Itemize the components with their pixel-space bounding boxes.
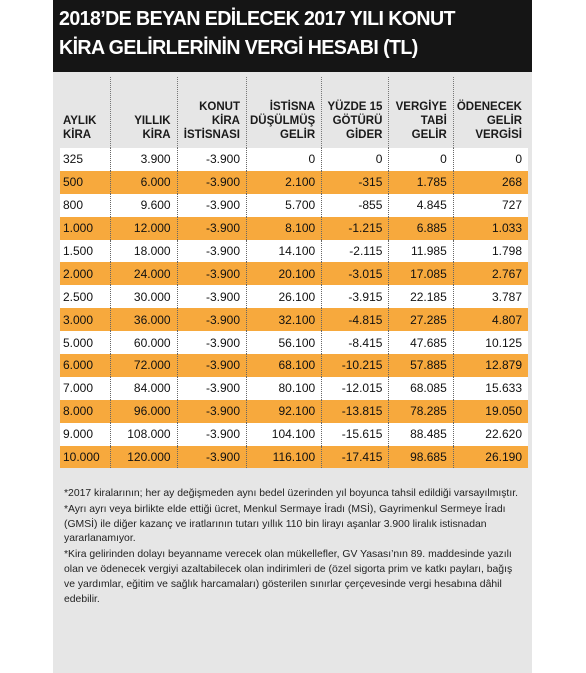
table-cell: 6.000 [60, 354, 110, 377]
table-cell: 72.000 [110, 354, 177, 377]
table-cell: -3.900 [177, 285, 246, 308]
column-header-line: KONUT [199, 101, 240, 113]
column-header [389, 77, 453, 148]
table-cell: 0 [389, 148, 453, 171]
table-cell: 800 [60, 194, 110, 217]
table-cell: 1.500 [60, 240, 110, 263]
footnote: *2017 kiralarının; her ay değişmeden aynı bedel üzerinden yıl boyunca tahsil edildiği varsayılmıştır. [64, 488, 518, 499]
table-cell: 8.000 [60, 400, 110, 423]
column-header-line: GİDER [346, 129, 383, 141]
table-cell: -15.615 [322, 423, 389, 446]
table-row [60, 377, 528, 400]
table-cell: 26.190 [453, 446, 528, 469]
table-cell: 0 [322, 148, 389, 171]
table-row [60, 194, 528, 217]
table-cell: 68.100 [247, 354, 322, 377]
table-cell: 18.000 [110, 240, 177, 263]
column-header [322, 77, 389, 148]
table-cell: -3.900 [177, 194, 246, 217]
table-cell: 120.000 [110, 446, 177, 469]
table-cell: 7.000 [60, 377, 110, 400]
rental-tax-table [60, 77, 528, 468]
column-header-line: KİRA [142, 129, 171, 141]
column-header-line: GELİR [280, 129, 316, 141]
table-header [60, 77, 528, 148]
table-cell: 92.100 [247, 400, 322, 423]
table-cell: -17.415 [322, 446, 389, 469]
table-cell: 3.787 [453, 285, 528, 308]
table-cell: -3.900 [177, 148, 246, 171]
table-cell: -3.900 [177, 240, 246, 263]
table-cell: 5.000 [60, 331, 110, 354]
table-row [60, 262, 528, 285]
table-cell: 2.500 [60, 285, 110, 308]
column-header-line: DÜŞÜLMÜŞ [250, 115, 316, 127]
table-cell: 27.285 [389, 308, 453, 331]
table-cell: 24.000 [110, 262, 177, 285]
table-cell: -3.900 [177, 423, 246, 446]
table-cell: 22.185 [389, 285, 453, 308]
table-cell: -855 [322, 194, 389, 217]
table-cell: 3.900 [110, 148, 177, 171]
table-cell: -13.815 [322, 400, 389, 423]
column-header [247, 77, 322, 148]
table-cell: 68.085 [389, 377, 453, 400]
table-cell: 11.985 [389, 240, 453, 263]
table-cell: -3.915 [322, 285, 389, 308]
table-cell: -1.215 [322, 217, 389, 240]
table-cell: -8.415 [322, 331, 389, 354]
table-cell: 17.085 [389, 262, 453, 285]
table-cell: -3.900 [177, 400, 246, 423]
table-cell: 2.100 [247, 171, 322, 194]
table-cell: 1.785 [389, 171, 453, 194]
table-cell: 500 [60, 171, 110, 194]
table-cell: 12.879 [453, 354, 528, 377]
table-cell: 30.000 [110, 285, 177, 308]
column-header-line: GELİR [486, 115, 522, 127]
title-line-2: KİRA GELİRLERİNİN VERGİ HESABI (TL) [59, 37, 418, 59]
table-cell: 32.100 [247, 308, 322, 331]
table-cell: 19.050 [453, 400, 528, 423]
table-cell: 8.100 [247, 217, 322, 240]
table-row [60, 308, 528, 331]
header-row [60, 77, 528, 148]
table-cell: 98.685 [389, 446, 453, 469]
title-bar [53, 0, 532, 72]
table-cell: 104.100 [247, 423, 322, 446]
column-header [177, 77, 246, 148]
table-row [60, 148, 528, 171]
table-cell: -3.900 [177, 217, 246, 240]
table-cell: 20.100 [247, 262, 322, 285]
table-cell: -3.900 [177, 308, 246, 331]
table-cell: -12.015 [322, 377, 389, 400]
table-cell: 10.000 [60, 446, 110, 469]
table-cell: -3.900 [177, 171, 246, 194]
column-header-line: YILLIK [134, 115, 171, 127]
table-cell: 80.100 [247, 377, 322, 400]
table-body [60, 148, 528, 468]
table-cell: -4.815 [322, 308, 389, 331]
table-cell: 10.125 [453, 331, 528, 354]
table-cell: -315 [322, 171, 389, 194]
column-header-line: İSTİSNA [269, 101, 316, 113]
table-row [60, 331, 528, 354]
table-cell: 5.700 [247, 194, 322, 217]
table-cell: 268 [453, 171, 528, 194]
column-header [110, 77, 177, 148]
table-cell: 9.600 [110, 194, 177, 217]
table-cell: 78.285 [389, 400, 453, 423]
table-row [60, 285, 528, 308]
column-header-line: YÜZDE 15 [327, 101, 383, 113]
page-title [59, 5, 518, 63]
column-header-line: AYLIK [63, 115, 97, 127]
column-header [453, 77, 528, 148]
column-header-line: TABİ [420, 115, 447, 127]
footnote: *Ayrı ayrı veya birlikte elde ettiği ücret, Menkul Sermaye İradı (MSİ), Gayrimenkul Sermeye İradı (GMSİ) ile diğer kazanç ve iratlarının tutarı yıllık 110 bin lirayı aşanlar 3.900 liralık istisnadan yararlanamıyor. [64, 503, 506, 545]
table-row [60, 171, 528, 194]
table-row [60, 217, 528, 240]
column-header-line: İSTİSNASI [183, 129, 240, 141]
table-cell: 727 [453, 194, 528, 217]
table-cell: 84.000 [110, 377, 177, 400]
table-cell: 14.100 [247, 240, 322, 263]
column-header-line: KİRA [211, 115, 240, 127]
table-cell: 4.845 [389, 194, 453, 217]
table-cell: 1.798 [453, 240, 528, 263]
column-header-line: GELİR [411, 129, 447, 141]
footnote: *Kira gelirinden dolayı beyanname verecek olan mükellefler, GV Yasası’nın 89. maddesinde yazılı olan ve ödenecek vergiyi azaltabilecek olan indirimleri de (özel sigorta prim ve katkı payları, bağış ve yardımlar, eğitim ve sağlık harcamaları) gösterilen sınırlar çerçevesinde vergi hesabına dâhil edebilir. [64, 549, 513, 605]
column-header [60, 77, 110, 148]
table-cell: 3.000 [60, 308, 110, 331]
table-cell: 22.620 [453, 423, 528, 446]
table-cell: -3.015 [322, 262, 389, 285]
table-row [60, 354, 528, 377]
table-cell: 6.885 [389, 217, 453, 240]
table-cell: -3.900 [177, 377, 246, 400]
table-cell: 0 [453, 148, 528, 171]
table-cell: 60.000 [110, 331, 177, 354]
table-cell: 116.100 [247, 446, 322, 469]
table-cell: 36.000 [110, 308, 177, 331]
column-header-line: VERGİYE [395, 101, 447, 113]
column-header-line: KİRA [63, 129, 92, 141]
table-cell: 1.000 [60, 217, 110, 240]
title-line-1: 2018’DE BEYAN EDİLECEK 2017 YILI KONUT [59, 8, 455, 30]
footnotes [64, 487, 526, 608]
table-row [60, 446, 528, 469]
table-cell: 9.000 [60, 423, 110, 446]
table-cell: -3.900 [177, 446, 246, 469]
table-cell: 15.633 [453, 377, 528, 400]
table-cell: 4.807 [453, 308, 528, 331]
column-header-line: VERGİSİ [475, 129, 522, 141]
column-header-line: GÖTÜRÜ [332, 115, 383, 127]
table-cell: 47.685 [389, 331, 453, 354]
table-cell: 57.885 [389, 354, 453, 377]
table-row [60, 400, 528, 423]
table-cell: 6.000 [110, 171, 177, 194]
table-cell: 2.000 [60, 262, 110, 285]
table-cell: 1.033 [453, 217, 528, 240]
table-cell: -3.900 [177, 354, 246, 377]
table-row [60, 240, 528, 263]
table-cell: 325 [60, 148, 110, 171]
table-cell: 26.100 [247, 285, 322, 308]
table-cell: -3.900 [177, 262, 246, 285]
table-cell: -3.900 [177, 331, 246, 354]
table-cell: 108.000 [110, 423, 177, 446]
table-cell: 96.000 [110, 400, 177, 423]
table-row [60, 423, 528, 446]
table-cell: 56.100 [247, 331, 322, 354]
table-cell: 2.767 [453, 262, 528, 285]
table-cell: 12.000 [110, 217, 177, 240]
table-cell: -2.115 [322, 240, 389, 263]
table-cell: -10.215 [322, 354, 389, 377]
table-cell: 0 [247, 148, 322, 171]
table-cell: 88.485 [389, 423, 453, 446]
column-header-line: ÖDENECEK [456, 101, 522, 113]
